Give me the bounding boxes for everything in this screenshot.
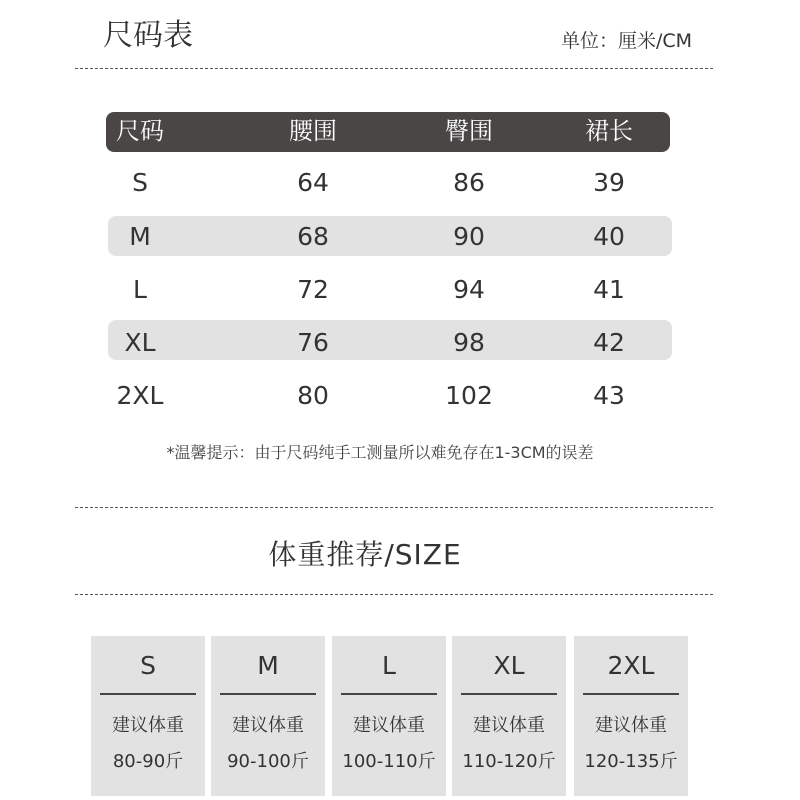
table-cell: 42 [593,328,625,357]
weight-title: 体重推荐/SIZE [268,538,462,571]
table-cell: XL [124,328,156,357]
table-cell: 72 [297,275,329,304]
table-cell: 2XL [116,381,164,410]
table-cell: 64 [297,168,329,197]
size-label: S [140,651,156,680]
column-header: 腰围 [289,117,337,145]
divider [220,693,316,695]
weight-range: 110-120斤 [462,751,556,772]
table-cell: 39 [593,168,625,197]
size-label: L [382,651,396,680]
table-cell: 68 [297,222,329,251]
table-cell: 76 [297,328,329,357]
table-cell: 86 [453,168,485,197]
divider [75,594,713,595]
table-cell: 98 [453,328,485,357]
size-label: M [257,651,279,680]
weight-label: 建议体重 [112,715,184,736]
weight-card [211,636,325,796]
page-title: 尺码表 [103,18,193,53]
weight-card [91,636,205,796]
weight-label: 建议体重 [473,715,545,736]
table-cell: L [133,275,147,304]
divider [75,68,713,69]
weight-range: 120-135斤 [584,751,678,772]
unit-label: 单位：厘米/CM [560,30,692,52]
weight-label: 建议体重 [353,715,425,736]
divider [75,507,713,508]
table-cell: 43 [593,381,625,410]
table-cell: M [129,222,151,251]
table-cell: 102 [445,381,493,410]
size-label: 2XL [607,651,655,680]
table-cell: 41 [593,275,625,304]
weight-label: 建议体重 [595,715,667,736]
weight-card [332,636,446,796]
table-cell: 94 [453,275,485,304]
column-header: 裙长 [585,117,633,145]
weight-range: 90-100斤 [227,751,309,772]
weight-range: 100-110斤 [342,751,436,772]
weight-card [574,636,688,796]
table-cell: 90 [453,222,485,251]
table-cell: S [132,168,148,197]
weight-range: 80-90斤 [112,751,184,772]
divider [583,693,679,695]
column-header: 尺码 [116,117,164,145]
table-cell: 40 [593,222,625,251]
size-label: XL [493,651,525,680]
column-header: 臀围 [445,117,493,145]
divider [461,693,557,695]
weight-card [452,636,566,796]
table-cell: 80 [297,381,329,410]
measurement-note: *温馨提示：由于尺码纯手工测量所以难免存在1-3CM的误差 [166,443,594,462]
divider [100,693,196,695]
divider [341,693,437,695]
weight-label: 建议体重 [232,715,304,736]
